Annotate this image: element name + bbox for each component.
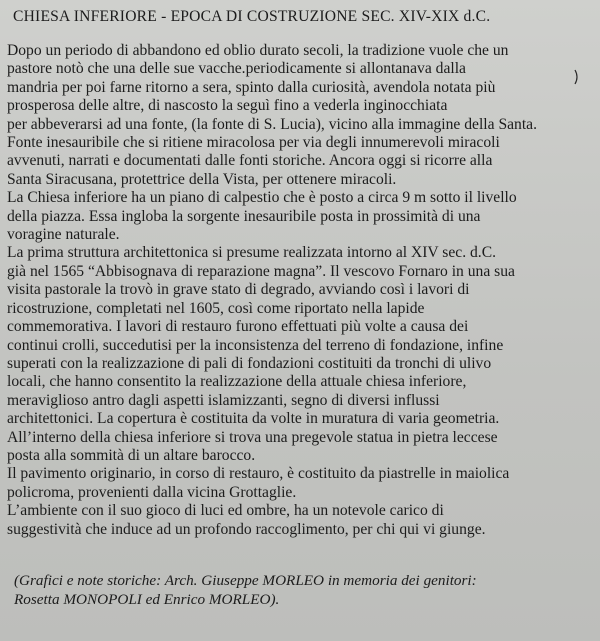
plaque-text-line: pastore notò che una delle sue vacche.periodicamente si allontanava dalla xyxy=(7,60,466,78)
plaque-text-line: posta alla sommità di un altare barocco. xyxy=(7,446,256,464)
plaque-text-line: ricostruzione, completati nel 1605, così come riportato nella lapide xyxy=(7,299,425,317)
plaque-text-line: locali, che hanno consentito la realizzazione della attuale chiesa inferiore, xyxy=(7,373,467,391)
plaque-title: CHIESA INFERIORE - EPOCA DI COSTRUZIONE SEC. XIV-XIX d.C. xyxy=(13,8,491,25)
credits-line: (Grafici e note storiche: Arch. Giuseppe MORLEO in memoria dei genitori: xyxy=(14,572,477,589)
plaque-text-line: visita pastorale la trovò in grave stato di degrado, avviando così i lavori di xyxy=(7,281,470,299)
plaque-text-line: prosperosa delle altre, di nascosto la seguì fino a vederla inginocchiata xyxy=(7,97,448,115)
plaque-text-line: All’interno della chiesa inferiore si trova una pregevole statua in pietra leccese xyxy=(7,428,498,446)
plaque-text-line: mandria per poi farne ritorno a sera, spinto dalla curiosità, avendola notata più xyxy=(7,78,496,96)
plaque-text-line: meraviglioso antro dagli aspetti islamizzanti, segno di diversi influssi xyxy=(7,391,440,409)
plaque-text-line: Il pavimento originario, in corso di restauro, è costituito da piastrelle in maiolica xyxy=(7,465,510,483)
plaque-text-line: policroma, provenienti dalla vicina Grottaglie. xyxy=(7,483,297,501)
plaque-text-line: L’ambiente con il suo gioco di luci ed ombre, ha un notevole carico di xyxy=(7,502,444,520)
plaque-text-line: per abbeverarsi ad una fonte, (la fonte di S. Lucia), vicino alla immagine della Santa. xyxy=(7,115,537,133)
plaque-text-line: suggestività che induce ad un profondo raccoglimento, per chi qui vi giunge. xyxy=(7,520,486,538)
plaque-text-line: voragine naturale. xyxy=(7,226,120,244)
plaque-text-line: Santa Siracusana, protettrice della Vista, per ottenere miracoli. xyxy=(7,170,397,188)
plaque-text-line: avvenuti, narrati e documentati dalle fonti storiche. Ancora oggi si ricorre alla xyxy=(7,152,493,170)
plaque-text-line: continui crolli, succedutisi per la inconsistenza del terreno di fondazione, infine xyxy=(7,336,504,354)
plaque-body xyxy=(7,42,590,539)
plaque-text-line: Fonte inesauribile che si ritiene miracolosa per via degli innumerevoli miracoli xyxy=(7,134,500,152)
credits-line: Rosetta MONOPOLI ed Enrico MORLEO). xyxy=(14,591,280,608)
plaque-credits xyxy=(14,571,477,609)
plaque-text-line: La prima struttura architettonica si presume realizzata intorno al XIV sec. d.C. xyxy=(7,244,497,262)
plaque-text-line: già nel 1565 “Abbisognava di reparazione magna”. Il vescovo Fornaro in una sua xyxy=(7,262,515,280)
plaque-text-line: della piazza. Essa ingloba la sorgente inesauribile posta in prossimità di una xyxy=(7,207,481,225)
plaque-text-line: commemorativa. I lavori di restauro furono effettuati più volte a causa dei xyxy=(7,318,469,336)
plaque-text-line: superati con la realizzazione di pali di fondazioni costituiti da tronchi di ulivo xyxy=(7,354,492,372)
bracket-mark-icon xyxy=(574,69,580,85)
plaque-text-line: La Chiesa inferiore ha un piano di calpestio che è posto a circa 9 m sotto il livello xyxy=(7,189,517,207)
plaque-text-line: Dopo un periodo di abbandono ed oblio durato secoli, la tradizione vuole che un xyxy=(7,42,509,59)
plaque-text-line: architettonici. La copertura è costituita da volte in muratura di varia geometria. xyxy=(7,410,500,428)
